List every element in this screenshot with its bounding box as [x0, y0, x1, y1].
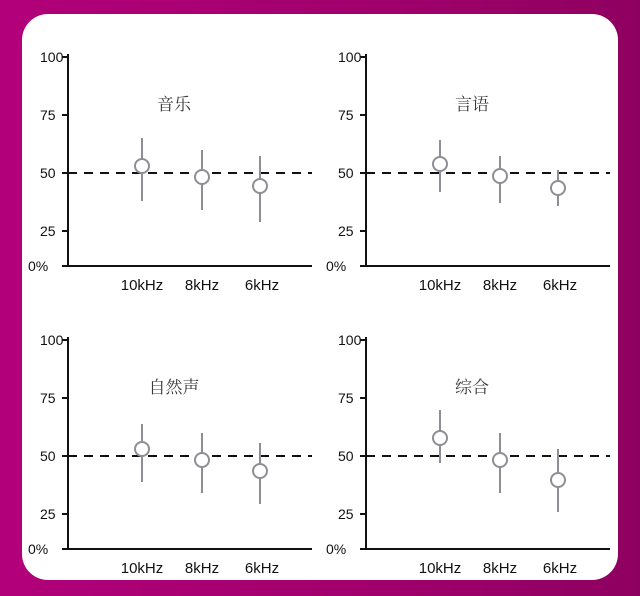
y-tick-label: 50 — [40, 165, 56, 181]
data-point — [493, 169, 507, 183]
data-point — [551, 473, 565, 487]
chart-panel-natural-sound — [22, 297, 320, 580]
x-tick-label: 10kHz — [418, 277, 462, 294]
scatter-plot-speech — [320, 14, 618, 297]
data-point — [195, 170, 209, 184]
y-tick-label: 50 — [40, 448, 56, 464]
x-tick-label: 8kHz — [482, 277, 518, 294]
chart-panel-music — [22, 14, 320, 297]
y-tick-label: 25 — [338, 506, 354, 522]
data-point — [195, 453, 209, 467]
y-tick-label: 50 — [338, 165, 354, 181]
data-point — [433, 431, 447, 445]
scatter-plot-overall — [320, 297, 618, 580]
data-point — [135, 159, 149, 173]
data-point — [253, 464, 267, 478]
data-point — [433, 157, 447, 171]
y-tick-label: 75 — [40, 390, 56, 406]
x-tick-label: 10kHz — [418, 560, 462, 577]
y-tick-label: 0% — [326, 258, 347, 274]
y-tick-label: 0% — [28, 258, 49, 274]
y-tick-label: 25 — [40, 506, 56, 522]
x-tick-label: 6kHz — [244, 277, 280, 294]
x-tick-label: 10kHz — [120, 560, 164, 577]
panel-title: 言语 — [455, 95, 489, 114]
x-tick-label: 6kHz — [542, 560, 578, 577]
axes — [68, 337, 312, 549]
x-tick-label: 8kHz — [482, 560, 518, 577]
data-point — [551, 181, 565, 195]
y-tick-label: 0% — [326, 541, 347, 557]
chart-panel-overall — [320, 297, 618, 580]
data-point — [253, 179, 267, 193]
y-tick-label: 100 — [40, 49, 64, 65]
y-tick-label: 100 — [40, 332, 64, 348]
y-tick-label: 25 — [40, 223, 56, 239]
scatter-plot-natural-sound — [22, 297, 320, 580]
panel-title: 音乐 — [157, 95, 191, 114]
axes — [68, 54, 312, 266]
panel-title: 综合 — [455, 378, 489, 397]
x-tick-label: 8kHz — [184, 277, 220, 294]
chart-panel-speech — [320, 14, 618, 297]
y-tick-label: 100 — [338, 49, 362, 65]
y-tick-label: 25 — [338, 223, 354, 239]
panel-title: 自然声 — [148, 378, 200, 397]
axes — [366, 337, 610, 549]
y-tick-label: 100 — [338, 332, 362, 348]
y-tick-label: 0% — [28, 541, 49, 557]
x-tick-label: 6kHz — [542, 277, 578, 294]
y-tick-label: 75 — [338, 107, 354, 123]
y-tick-label: 75 — [40, 107, 56, 123]
x-tick-label: 10kHz — [120, 277, 164, 294]
x-tick-label: 8kHz — [184, 560, 220, 577]
y-tick-label: 50 — [338, 448, 354, 464]
data-point — [493, 453, 507, 467]
y-tick-label: 75 — [338, 390, 354, 406]
scatter-plot-music — [22, 14, 320, 297]
axes — [366, 54, 610, 266]
chart-card — [22, 14, 618, 580]
data-point — [135, 442, 149, 456]
chart-grid — [22, 14, 618, 580]
x-tick-label: 6kHz — [244, 560, 280, 577]
